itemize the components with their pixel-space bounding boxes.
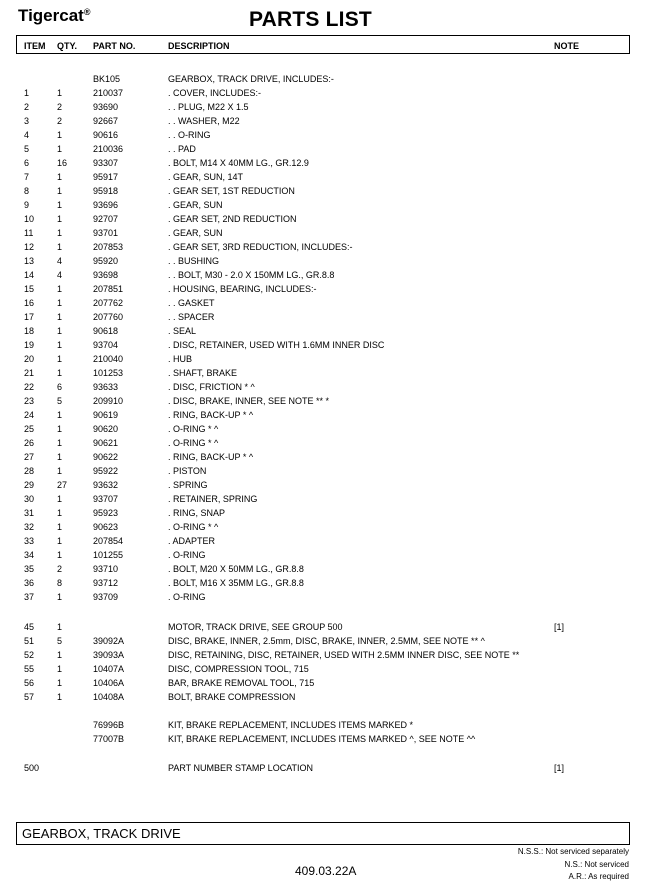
cell-desc: DISC, COMPRESSION TOOL, 715 [168,664,309,674]
cell-qty: 1 [57,88,63,98]
cell-qty: 1 [57,664,63,674]
cell-desc: . HOUSING, BEARING, INCLUDES:- [168,284,317,294]
column-header-note: NOTE [554,41,580,51]
cell-item: 5 [24,144,30,154]
cell-qty: 1 [57,326,63,336]
table-row [0,312,645,326]
table-row [0,298,645,312]
cell-item: 30 [24,494,35,504]
cell-qty: 1 [57,354,63,364]
cell-qty: 1 [57,466,63,476]
cell-qty: 2 [57,564,63,574]
cell-item: 500 [24,763,40,773]
cell-item: 29 [24,480,35,490]
cell-desc: . DISC, FRICTION * ^ [168,382,255,392]
cell-part: 93633 [93,382,119,392]
cell-part: 92667 [93,116,119,126]
cell-part: 207760 [93,312,124,322]
table-row [0,438,645,452]
cell-item: 6 [24,158,30,168]
table-row [0,494,645,508]
cell-part: 90621 [93,438,119,448]
cell-qty: 1 [57,494,63,504]
cell-part: 39093A [93,650,125,660]
page-number: 409.03.22A [295,864,357,878]
cell-qty: 1 [57,438,63,448]
table-row [0,452,645,466]
cell-note: [1] [554,763,565,773]
cell-desc: . O-RING * ^ [168,522,219,532]
cell-item: 28 [24,466,35,476]
cell-part: 95920 [93,256,119,266]
table-row [0,172,645,186]
cell-desc: DISC, BRAKE, INNER, 2.5mm, DISC, BRAKE, INNER, 2.5MM, SEE NOTE ** ^ [168,636,485,646]
table-row [0,650,645,664]
cell-part: 90620 [93,424,119,434]
cell-desc: . GEAR SET, 2ND REDUCTION [168,214,297,224]
cell-item: 2 [24,102,30,112]
cell-desc: . . O-RING [168,130,211,140]
cell-desc: BAR, BRAKE REMOVAL TOOL, 715 [168,678,315,688]
table-row [0,144,645,158]
cell-item: 18 [24,326,35,336]
cell-part: BK105 [93,74,121,84]
cell-desc: . COVER, INCLUDES:- [168,88,262,98]
cell-part: 93712 [93,578,119,588]
cell-part: 39092A [93,636,125,646]
cell-part: 93307 [93,158,119,168]
cell-desc: . DISC, BRAKE, INNER, SEE NOTE ** * [168,396,330,406]
cell-item: 13 [24,256,35,266]
cell-desc: GEARBOX, TRACK DRIVE, INCLUDES:- [168,74,334,84]
table-row [0,480,645,494]
cell-desc: . O-RING [168,550,206,560]
cell-desc: . HUB [168,354,193,364]
cell-qty: 1 [57,144,63,154]
cell-desc: . O-RING * ^ [168,438,219,448]
cell-qty: 27 [57,480,68,490]
cell-part: 90618 [93,326,119,336]
cell-item: 8 [24,186,30,196]
cell-desc: . PISTON [168,466,207,476]
cell-part: 93698 [93,270,119,280]
cell-desc: DISC, RETAINING, DISC, RETAINER, USED WITH 2.5MM INNER DISC, SEE NOTE ** [168,650,520,660]
cell-desc: . RING, BACK-UP * ^ [168,452,254,462]
cell-part: 93707 [93,494,119,504]
cell-qty: 6 [57,382,63,392]
page-title: PARTS LIST [249,8,372,31]
cell-part: 93704 [93,340,119,350]
cell-qty: 1 [57,522,63,532]
cell-desc: . ADAPTER [168,536,216,546]
cell-desc: . RETAINER, SPRING [168,494,258,504]
cell-part: 93690 [93,102,119,112]
table-row [0,340,645,354]
cell-part: 90616 [93,130,119,140]
cell-part: 207762 [93,298,124,308]
table-row [0,242,645,256]
cell-part: 90622 [93,452,119,462]
legend-nss: N.S.S.: Not serviced separately [517,847,629,856]
cell-item: 34 [24,550,35,560]
table-row [0,424,645,438]
cell-part: 93701 [93,228,119,238]
table-row [0,88,645,102]
cell-desc: . RING, BACK-UP * ^ [168,410,254,420]
cell-qty: 16 [57,158,68,168]
cell-qty: 1 [57,550,63,560]
cell-part: 209910 [93,396,124,406]
cell-item: 17 [24,312,35,322]
cell-qty: 1 [57,242,63,252]
cell-desc: . SPRING [168,480,208,490]
table-row [0,200,645,214]
table-row [0,678,645,692]
cell-desc: MOTOR, TRACK DRIVE, SEE GROUP 500 [168,622,343,632]
cell-item: 11 [24,228,34,238]
table-row [0,102,645,116]
cell-part: 101255 [93,550,124,560]
cell-item: 12 [24,242,35,252]
cell-item: 32 [24,522,35,532]
table-row [0,158,645,172]
cell-qty: 1 [57,368,63,378]
brand-registered-mark: ® [83,7,91,17]
cell-qty: 2 [57,116,63,126]
cell-qty: 1 [57,214,63,224]
cell-item: 45 [24,622,35,632]
legend-ns: N.S.: Not serviced [564,860,629,869]
table-row [0,536,645,550]
cell-item: 15 [24,284,35,294]
table-row [0,410,645,424]
cell-item: 56 [24,678,35,688]
table-row [0,256,645,270]
cell-part: 95918 [93,186,119,196]
cell-qty: 1 [57,130,63,140]
table-row [0,228,645,242]
cell-item: 16 [24,298,35,308]
column-header-description: DESCRIPTION [168,41,230,51]
cell-part: 93710 [93,564,119,574]
cell-part: 90623 [93,522,119,532]
cell-qty: 1 [57,692,63,702]
cell-qty: 4 [57,256,63,266]
table-row [0,720,645,734]
cell-qty: 1 [57,536,63,546]
cell-part: 210036 [93,144,124,154]
table-row [0,636,645,650]
cell-desc: . GEAR SET, 1ST REDUCTION [168,186,295,196]
cell-qty: 1 [57,410,63,420]
cell-desc: . . BUSHING [168,256,220,266]
cell-desc: . BOLT, M20 X 50MM LG., GR.8.8 [168,564,304,574]
cell-part: 93709 [93,592,119,602]
cell-part: 207851 [93,284,124,294]
table-row [0,382,645,396]
cell-desc: . GEAR, SUN [168,228,223,238]
cell-desc: . O-RING * ^ [168,424,219,434]
table-row [0,692,645,706]
cell-item: 20 [24,354,35,364]
table-row [0,508,645,522]
cell-desc: . GEAR, SUN, 14T [168,172,244,182]
cell-qty: 8 [57,578,63,588]
cell-part: 95922 [93,466,119,476]
brand-name: Tigercat [18,6,84,25]
cell-qty: 1 [57,452,63,462]
table-row [0,664,645,678]
table-row [0,214,645,228]
column-header-item: ITEM [24,41,46,51]
cell-part: 76996B [93,720,125,730]
cell-desc: PART NUMBER STAMP LOCATION [168,763,314,773]
table-row [0,550,645,564]
table-row [0,368,645,382]
cell-item: 36 [24,578,35,588]
cell-qty: 2 [57,102,63,112]
cell-qty: 1 [57,650,63,660]
cell-part: 10407A [93,664,125,674]
cell-part: 10408A [93,692,125,702]
cell-qty: 1 [57,172,63,182]
cell-qty: 1 [57,678,63,688]
cell-item: 10 [24,214,35,224]
cell-item: 4 [24,130,30,140]
cell-desc: . . GASKET [168,298,215,308]
cell-qty: 1 [57,298,63,308]
cell-desc: . SHAFT, BRAKE [168,368,238,378]
cell-qty: 1 [57,312,63,322]
cell-desc: . RING, SNAP [168,508,226,518]
cell-desc: . BOLT, M14 X 40MM LG., GR.12.9 [168,158,309,168]
cell-note: [1] [554,622,565,632]
cell-item: 26 [24,438,35,448]
cell-part: 10406A [93,678,125,688]
cell-item: 37 [24,592,35,602]
cell-item: 14 [24,270,35,280]
cell-desc: KIT, BRAKE REPLACEMENT, INCLUDES ITEMS MARKED * [168,720,414,730]
cell-item: 31 [24,508,35,518]
cell-qty: 1 [57,592,63,602]
cell-part: 90619 [93,410,119,420]
brand-logo [18,6,90,26]
cell-qty: 1 [57,424,63,434]
cell-qty: 1 [57,186,63,196]
cell-item: 27 [24,452,35,462]
cell-part: 92707 [93,214,119,224]
cell-part: 95917 [93,172,119,182]
cell-desc: . GEAR SET, 3RD REDUCTION, INCLUDES:- [168,242,353,252]
table-row [0,284,645,298]
table-row [0,466,645,480]
cell-item: 24 [24,410,35,420]
cell-qty: 1 [57,284,63,294]
table-row [0,564,645,578]
cell-item: 1 [24,88,30,98]
cell-qty: 1 [57,508,63,518]
cell-desc: . . PAD [168,144,196,154]
table-row [0,734,645,748]
table-row [0,622,645,636]
cell-part: 77007B [93,734,125,744]
cell-item: 3 [24,116,30,126]
table-row [0,396,645,410]
cell-desc: KIT, BRAKE REPLACEMENT, INCLUDES ITEMS MARKED ^, SEE NOTE ^^ [168,734,476,744]
cell-item: 51 [24,636,35,646]
cell-qty: 1 [57,340,63,350]
table-row [0,186,645,200]
cell-qty: 5 [57,396,63,406]
cell-part: 207854 [93,536,124,546]
table-row [0,74,645,88]
cell-desc: . . WASHER, M22 [168,116,240,126]
table-row [0,592,645,606]
column-header-qty: QTY. [57,41,78,51]
cell-item: 21 [24,368,35,378]
cell-desc: . DISC, RETAINER, USED WITH 1.6MM INNER DISC [168,340,385,350]
cell-part: 101253 [93,368,124,378]
cell-part: 210037 [93,88,124,98]
cell-item: 33 [24,536,35,546]
legend-ar: A.R.: As required [568,872,629,881]
cell-part: 210040 [93,354,124,364]
column-header-part: PART NO. [93,41,136,51]
footer-title: GEARBOX, TRACK DRIVE [22,826,181,841]
table-row [0,578,645,592]
cell-qty: 4 [57,270,63,280]
cell-part: 207853 [93,242,124,252]
cell-part: 93632 [93,480,119,490]
cell-item: 22 [24,382,35,392]
cell-item: 19 [24,340,35,350]
cell-item: 23 [24,396,35,406]
cell-item: 9 [24,200,30,210]
cell-item: 57 [24,692,35,702]
cell-part: 95923 [93,508,119,518]
table-row [0,522,645,536]
cell-desc: . . BOLT, M30 - 2.0 X 150MM LG., GR.8.8 [168,270,335,280]
cell-qty: 1 [57,622,63,632]
cell-qty: 1 [57,200,63,210]
table-row [0,270,645,284]
cell-desc: . GEAR, SUN [168,200,223,210]
table-row [0,763,645,777]
cell-part: 93696 [93,200,119,210]
table-row [0,116,645,130]
cell-item: 7 [24,172,30,182]
cell-item: 52 [24,650,35,660]
cell-desc: . SEAL [168,326,197,336]
cell-desc: BOLT, BRAKE COMPRESSION [168,692,296,702]
cell-qty: 5 [57,636,63,646]
cell-desc: . . SPACER [168,312,215,322]
cell-item: 25 [24,424,35,434]
cell-desc: . O-RING [168,592,206,602]
cell-item: 55 [24,664,35,674]
table-row [0,326,645,340]
table-row [0,130,645,144]
cell-desc: . . PLUG, M22 X 1.5 [168,102,249,112]
table-row [0,354,645,368]
cell-item: 35 [24,564,35,574]
cell-desc: . BOLT, M16 X 35MM LG., GR.8.8 [168,578,304,588]
cell-qty: 1 [57,228,63,238]
